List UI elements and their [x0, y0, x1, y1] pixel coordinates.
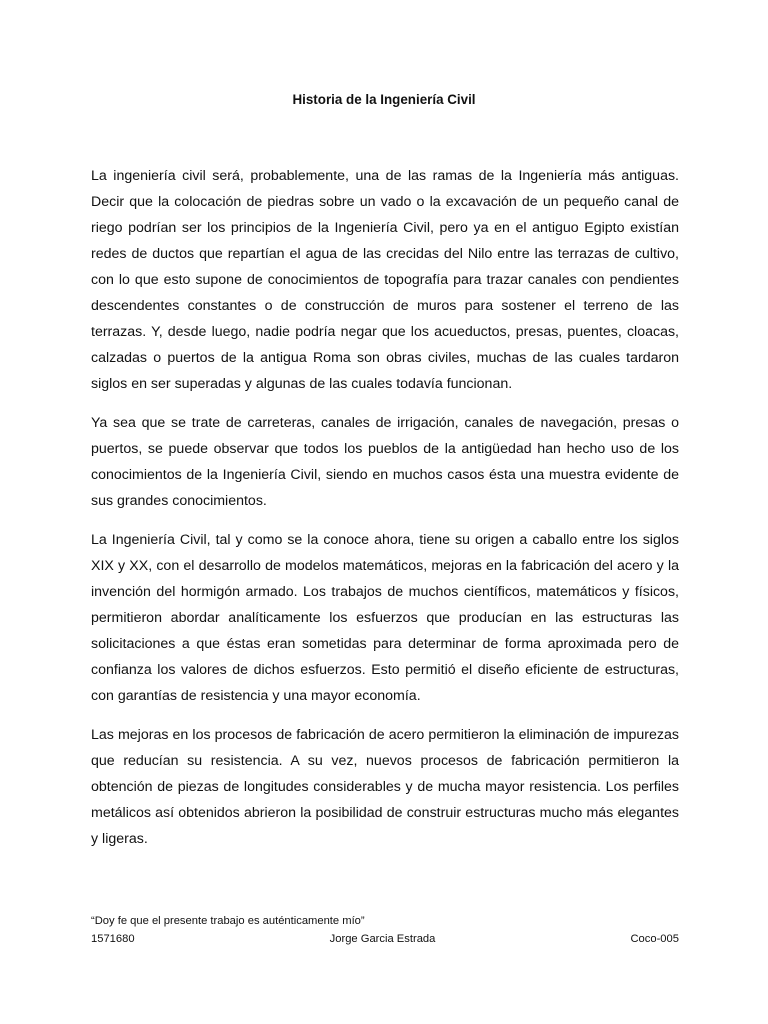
paragraph-3: La Ingeniería Civil, tal y como se la conoce ahora, tiene su origen a caballo entre los siglos XIX y XX, con el desarrollo de modelos matemáticos, mejoras en la fabricación del acero y la invención del hormigón armado. Los trabajos de muchos científicos, matemáticos y físicos, permitieron abordar analíticamente los esfuerzos que producían en las estructuras las solicitaciones a que éstas eran sometidas para determinar de forma aproximada pero de confianza los valores de dichos esfuerzos. Esto permitió el diseño eficiente de estructuras, con garantías de resistencia y una mayor economía. [91, 532, 679, 704]
document-title: Historia de la Ingeniería Civil [292, 92, 476, 107]
document-body [91, 163, 679, 865]
footer-code: Coco-005 [630, 933, 679, 945]
paragraph-2: Ya sea que se trate de carreteras, canales de irrigación, canales de navegación, presas o puertos, se puede observar que todos los pueblos de la antigüedad han hecho uso de los conocimientos de la Ingeniería Civil, siendo en muchos casos ésta una muestra evidente de sus grandes conocimientos. [91, 415, 679, 509]
footer-author: Jorge Garcia Estrada [329, 933, 436, 945]
paragraph-1: La ingeniería civil será, probablemente, una de las ramas de la Ingeniería más antiguas. Decir que la colocación de piedras sobre un vado o la excavación de un pequeño canal de riego podrían ser los principios de la Ingeniería Civil, pero ya en el antiguo Egipto existían redes de ductos que repartían el agua de las crecidas del Nilo entre las terrazas de cultivo, con lo que esto supone de conocimientos de topografía para trazar canales con pendientes descendentes constantes o de construcción de muros para sostener el terreno de las terrazas. Y, desde luego, nadie podría negar que los acueductos, presas, puentes, cloacas, calzadas o puertos de la antigua Roma son obras civiles, muchas de las cuales tardaron siglos en ser superadas y algunas de las cuales todavía funcionan. [91, 168, 679, 392]
paragraph-4: Las mejoras en los procesos de fabricación de acero permitieron la eliminación de impurezas que reducían su resistencia. A su vez, nuevos procesos de fabricación permitieron la obtención de piezas de longitudes considerables y de mucha mayor resistencia. Los perfiles metálicos así obtenidos abrieron la posibilidad de construir estructuras mucho más elegantes y ligeras. [91, 727, 679, 847]
footer-info-row [91, 930, 679, 948]
page-footer [91, 912, 679, 948]
footer-statement: “Doy fe que el presente trabajo es auténticamente mío” [91, 915, 365, 927]
footer-student-id: 1571680 [91, 933, 135, 945]
